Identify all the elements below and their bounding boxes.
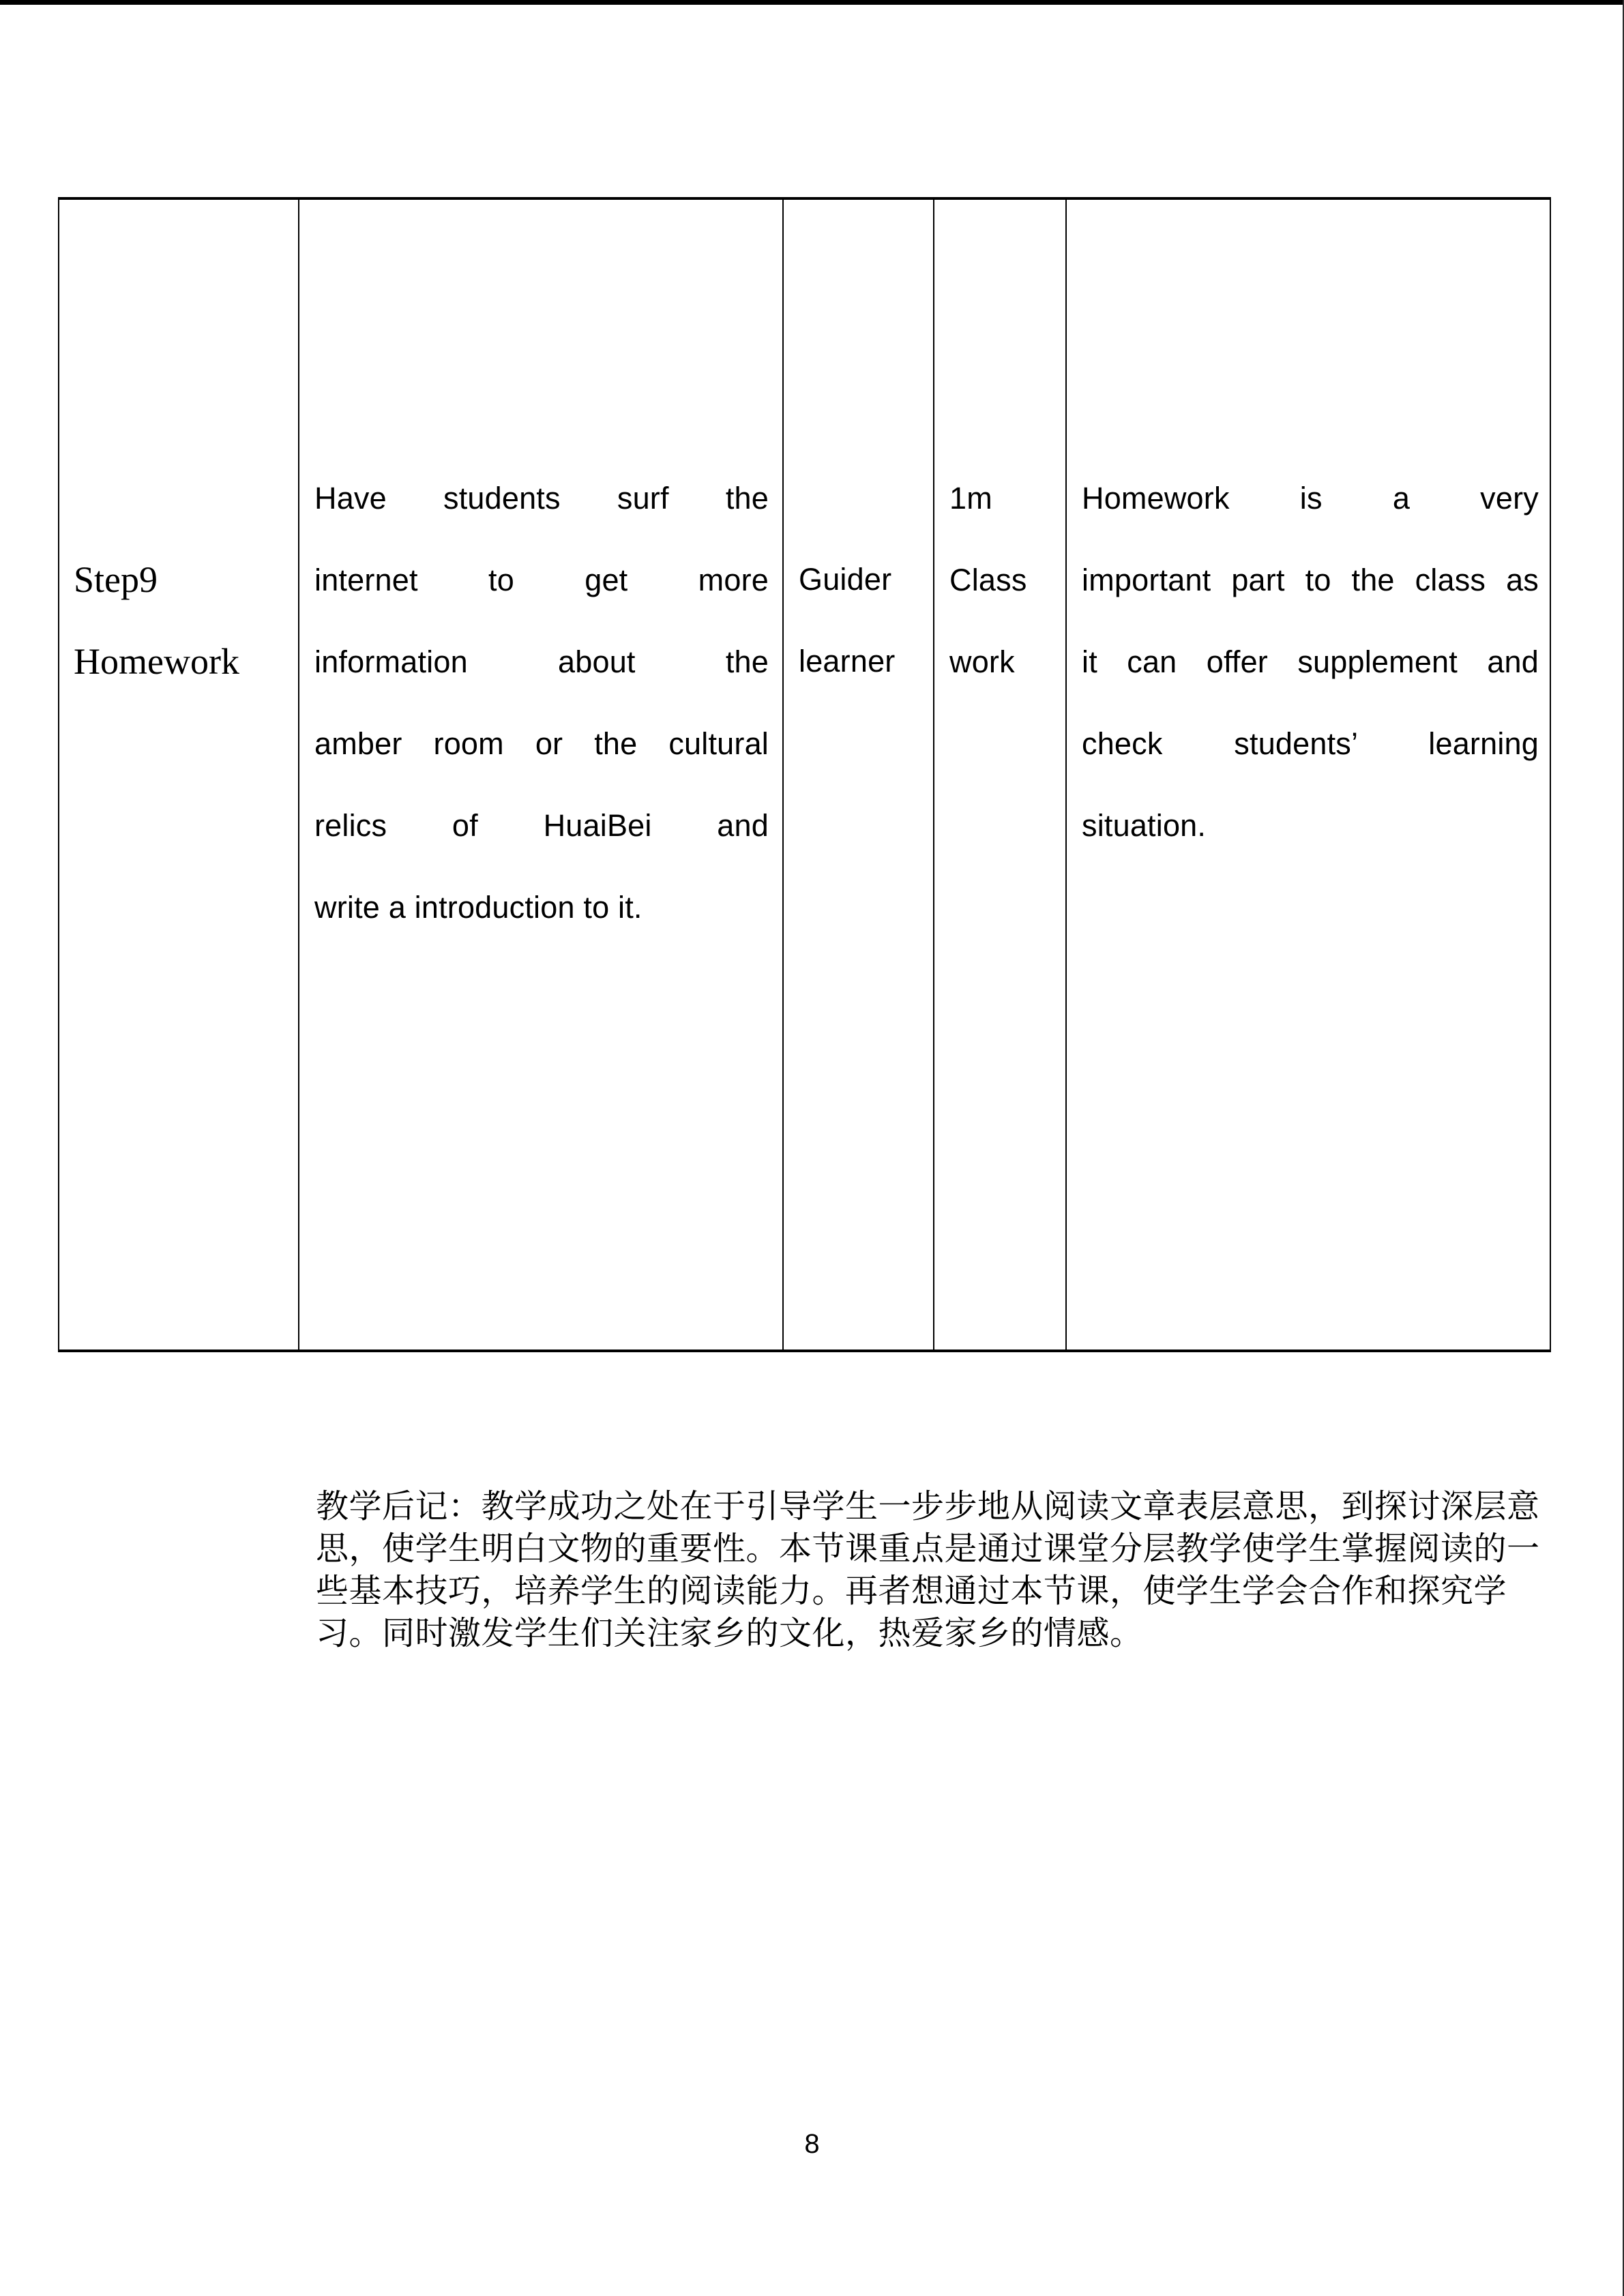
step-title: Homework <box>74 641 239 682</box>
top-edge-bar <box>0 0 1624 5</box>
purpose-line: important part to the class as <box>1082 563 1539 597</box>
purpose-line: check students’ learning <box>1082 726 1539 761</box>
note-line: 习。同时激发学生们关注家乡的文化，热爱家乡的情感。 <box>316 1614 1143 1652</box>
activity-line: Have students surf the <box>314 481 769 516</box>
role-line: Guider <box>799 562 892 597</box>
note-line: 思，使学生明白文物的重要性。本节课重点是通过课堂分层教学使学生掌握阅读的一 <box>316 1530 1540 1568</box>
cell-purpose <box>1067 200 1550 1350</box>
purpose-line: situation. <box>1082 808 1207 843</box>
activity-line: write a introduction to it. <box>314 890 643 925</box>
time-line: Class <box>949 563 1027 597</box>
cell-time-and-mode <box>934 200 1067 1350</box>
page-number: 8 <box>804 2129 820 2159</box>
teaching-reflection-note <box>316 1485 1540 1654</box>
activity-line: amber room or the cultural <box>314 726 769 761</box>
step-label: Step9 <box>74 559 158 600</box>
time-line: work <box>949 644 1015 679</box>
cell-step <box>59 200 299 1350</box>
cell-teacher-student-role <box>784 200 934 1350</box>
note-line: 教学后记：教学成功之处在于引导学生一步步地从阅读文章表层意思，到探讨深层意 <box>316 1487 1540 1525</box>
lesson-plan-table <box>58 197 1551 1352</box>
role-line: learner <box>799 644 896 679</box>
purpose-line: Homework is a very <box>1082 481 1539 516</box>
activity-line: information about the <box>314 644 769 679</box>
activity-line: relics of HuaiBei and <box>314 808 769 843</box>
purpose-line: it can offer supplement and <box>1082 644 1539 679</box>
activity-line: internet to get more <box>314 563 769 597</box>
time-line: 1m <box>949 481 992 516</box>
cell-activity <box>299 200 784 1350</box>
note-line: 些基本技巧，培养学生的阅读能力。再者想通过本节课，使学生学会合作和探究学 <box>316 1572 1507 1610</box>
